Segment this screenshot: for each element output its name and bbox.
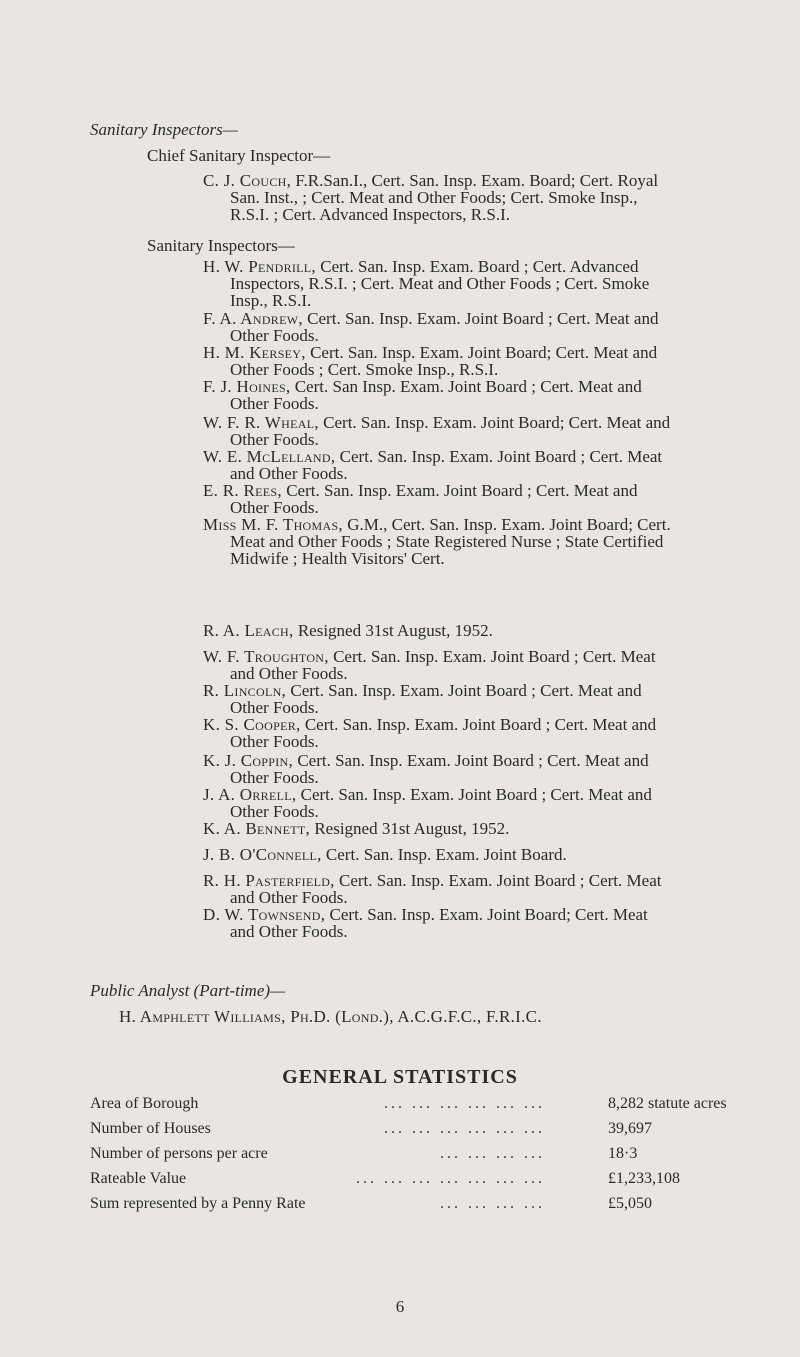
qualification-line: R.S.I. ; Cert. Advanced Inspectors, R.S.I. xyxy=(230,205,510,224)
qualification-line: Other Foods. xyxy=(230,802,319,821)
leader-dots: ... ... ... ... xyxy=(440,1195,545,1212)
inspector-name: J. A. Orrell, xyxy=(203,785,297,804)
inspector-qualifications: Resigned 31st August, 1952. xyxy=(293,621,493,640)
inspector-name: F. A. Andrew, xyxy=(203,309,303,328)
qualification-line: Other Foods. xyxy=(230,430,319,449)
inspector-qualifications: Cert. San. Insp. Exam. Joint Board. xyxy=(321,845,567,864)
inspector-entry xyxy=(203,482,755,516)
qualification-line: San. Inst., ; Cert. Meat and Other Foods; Cert. Smoke Insp., xyxy=(230,188,638,207)
statistic-value: £5,050 xyxy=(608,1195,652,1212)
statistics-row xyxy=(90,1120,760,1142)
qualification-line: Meat and Other Foods ; State Registered Nurse ; State Certified xyxy=(230,532,664,551)
inspector-name: W. F. R. Wheal, xyxy=(203,413,319,432)
inspector-entry xyxy=(203,906,755,940)
sanitary-inspectors-heading: Sanitary Inspectors— xyxy=(90,120,238,139)
inspector-qualifications: Cert. San. Insp. Exam. Joint Board ; Cert. Meat and xyxy=(302,309,659,328)
statistic-label: Number of Houses xyxy=(90,1120,211,1137)
statistics-row xyxy=(90,1095,760,1117)
inspector-qualifications: Cert. San. Insp. Exam. Joint Board ; Cert. Meat xyxy=(328,647,656,666)
qualification-line: and Other Foods. xyxy=(230,922,348,941)
qualification-line: Insp., R.S.I. xyxy=(230,291,312,310)
qualification-line: Other Foods. xyxy=(230,326,319,345)
inspector-qualifications: Cert. San. Insp. Exam. Joint Board ; Cert. Meat and xyxy=(293,751,649,770)
inspector-entry xyxy=(203,622,755,639)
inspector-entry xyxy=(203,414,755,448)
qualification-line: Other Foods. xyxy=(230,732,319,751)
qualification-line: Other Foods. xyxy=(230,768,319,787)
inspector-entry xyxy=(203,682,755,716)
inspector-name: C. J. Couch, xyxy=(203,171,292,190)
inspector-name: K. J. Coppin, xyxy=(203,751,294,770)
public-analyst-name: H. Amphlett Williams, Ph.D. (Lond.), A.C.G.F.C., F.R.I.C. xyxy=(119,1007,542,1026)
inspector-name: R. H. Pasterfield, xyxy=(203,871,335,890)
inspector-qualifications: Cert. San Insp. Exam. Joint Board ; Cert. Meat and xyxy=(290,377,642,396)
leader-dots: ... ... ... ... ... ... xyxy=(384,1095,545,1112)
chief-inspector-heading: Chief Sanitary Inspector— xyxy=(147,146,331,165)
inspector-entry xyxy=(203,872,755,906)
qualification-line: Inspectors, R.S.I. ; Cert. Meat and Other Foods ; Cert. Smoke xyxy=(230,274,650,293)
inspector-qualifications: G.M., Cert. San. Insp. Exam. Joint Board; Cert. xyxy=(343,515,671,534)
inspector-entry xyxy=(203,344,755,378)
public-analyst-heading: Public Analyst (Part-time)— xyxy=(90,981,286,1000)
inspector-qualifications: Cert. San. Insp. Exam. Joint Board ; Cert. Meat xyxy=(334,871,662,890)
leader-dots: ... ... ... ... ... ... xyxy=(384,1120,545,1137)
statistic-value: 8,282 statute acres xyxy=(608,1095,727,1112)
inspector-qualifications: Cert. San. Insp. Exam. Joint Board ; Cert. Meat and xyxy=(300,715,657,734)
inspector-qualifications: Cert. San. Insp. Exam. Board ; Cert. Advanced xyxy=(315,257,639,276)
inspector-entry xyxy=(203,448,755,482)
inspector-entry xyxy=(203,716,755,750)
inspector-entry xyxy=(203,516,755,567)
qualification-line: Other Foods. xyxy=(230,394,319,413)
statistics-row xyxy=(90,1170,760,1192)
qualification-line: Other Foods ; Cert. Smoke Insp., R.S.I. xyxy=(230,360,499,379)
inspector-name: H. W. Pendrill, xyxy=(203,257,316,276)
qualification-line: and Other Foods. xyxy=(230,464,348,483)
inspector-entry xyxy=(203,258,755,309)
inspector-qualifications: Cert. San. Insp. Exam. Joint Board; Cert. Meat and xyxy=(305,343,658,362)
inspector-entry xyxy=(203,820,755,837)
inspector-name: R. Lincoln, xyxy=(203,681,287,700)
inspector-qualifications: Cert. San. Insp. Exam. Joint Board ; Cert. Meat xyxy=(335,447,663,466)
inspector-name: W. E. McLelland, xyxy=(203,447,336,466)
chief-inspector-entry xyxy=(203,172,755,223)
inspector-qualifications: Cert. San. Insp. Exam. Joint Board; Cert. Meat xyxy=(325,905,648,924)
inspector-name: D. W. Townsend, xyxy=(203,905,326,924)
qualification-line: Other Foods. xyxy=(230,698,319,717)
inspector-name: K. A. Bennett, xyxy=(203,819,311,838)
statistic-label: Area of Borough xyxy=(90,1095,199,1112)
inspector-qualifications: Resigned 31st August, 1952. xyxy=(310,819,510,838)
qualification-line: and Other Foods. xyxy=(230,888,348,907)
inspector-name: H. M. Kersey, xyxy=(203,343,306,362)
inspector-name: F. J. Hoines, xyxy=(203,377,291,396)
general-statistics-title: GENERAL STATISTICS xyxy=(282,1066,518,1088)
inspector-qualifications: Cert. San. Insp. Exam. Joint Board ; Cert. Meat and xyxy=(281,481,638,500)
leader-dots: ... ... ... ... xyxy=(440,1145,545,1162)
inspector-entry xyxy=(203,846,755,863)
statistic-label: Rateable Value xyxy=(90,1170,187,1187)
inspector-entry xyxy=(203,648,755,682)
inspector-name: E. R. Rees, xyxy=(203,481,282,500)
statistic-label: Sum represented by a Penny Rate xyxy=(90,1195,306,1212)
inspector-qualifications: F.R.San.I., Cert. San. Insp. Exam. Board; Cert. Royal xyxy=(291,171,659,190)
sanitary-inspectors-subheading: Sanitary Inspectors— xyxy=(147,236,295,255)
inspector-qualifications: Cert. San. Insp. Exam. Joint Board ; Cert. Meat and xyxy=(286,681,642,700)
qualification-line: Other Foods. xyxy=(230,498,319,517)
inspector-name: K. S. Cooper, xyxy=(203,715,301,734)
leader-dots: ... ... ... ... ... ... ... xyxy=(356,1170,545,1187)
inspector-name: J. B. O'Connell, xyxy=(203,845,322,864)
inspector-name: W. F. Troughton, xyxy=(203,647,329,666)
statistics-row xyxy=(90,1195,760,1217)
page-number: 6 xyxy=(395,1297,405,1316)
statistic-label: Number of persons per acre xyxy=(90,1145,268,1162)
statistic-value: 39,697 xyxy=(608,1120,652,1137)
inspector-name: R. A. Leach, xyxy=(203,621,294,640)
qualification-line: Midwife ; Health Visitors' Cert. xyxy=(230,549,445,568)
inspector-qualifications: Cert. San. Insp. Exam. Joint Board; Cert. Meat and xyxy=(318,413,671,432)
inspector-qualifications: Cert. San. Insp. Exam. Joint Board ; Cert. Meat and xyxy=(296,785,652,804)
qualification-line: and Other Foods. xyxy=(230,664,348,683)
statistic-value: 18·3 xyxy=(608,1145,638,1162)
inspector-entry xyxy=(203,378,755,412)
statistics-row xyxy=(90,1145,760,1167)
statistic-value: £1,233,108 xyxy=(608,1170,680,1187)
inspector-name: Miss M. F. Thomas, xyxy=(203,515,343,534)
inspector-entry xyxy=(203,786,755,820)
inspector-entry xyxy=(203,752,755,786)
inspector-entry xyxy=(203,310,755,344)
